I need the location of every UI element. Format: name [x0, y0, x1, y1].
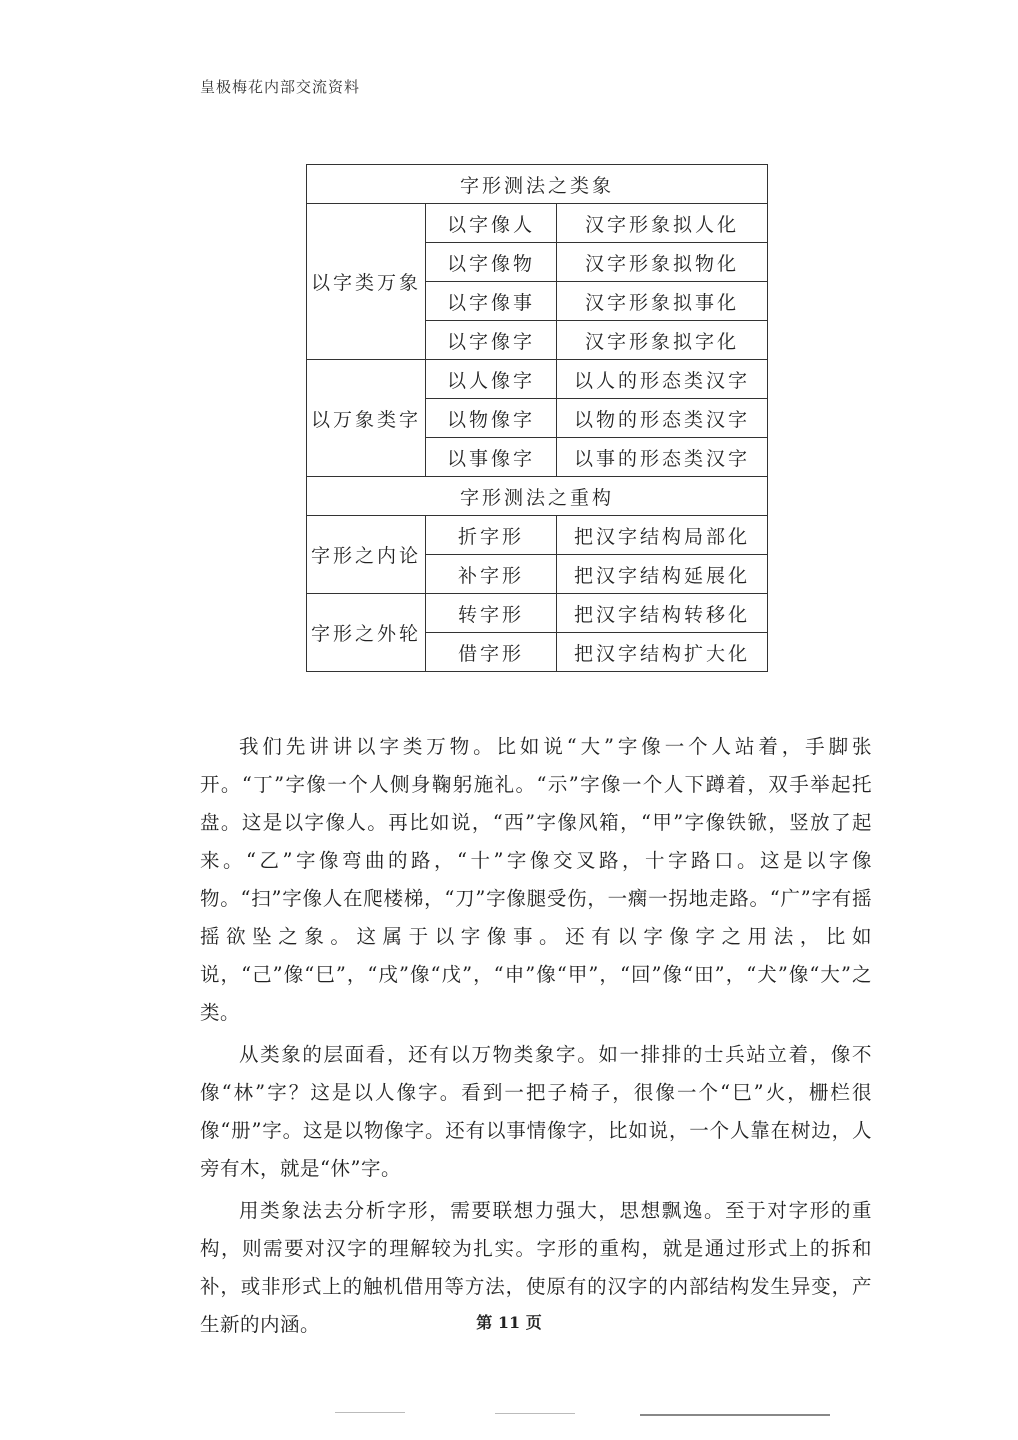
- description-cell: 汉字形象拟人化: [557, 204, 768, 243]
- description-cell: 汉字形象拟字化: [557, 321, 768, 360]
- description-cell: 以人的形态类汉字: [557, 360, 768, 399]
- scan-artifact-line: [335, 1412, 405, 1413]
- table-row: [307, 165, 768, 204]
- description-cell: 把汉字结构转移化: [557, 594, 768, 633]
- scan-artifact-line: [640, 1414, 830, 1416]
- method-cell: 转字形: [426, 594, 557, 633]
- method-table: [306, 164, 768, 672]
- description-cell: 以事的形态类汉字: [557, 438, 768, 477]
- table-row: [307, 594, 768, 633]
- method-cell: 借字形: [426, 633, 557, 672]
- category-cell: 以字类万象: [307, 204, 426, 360]
- method-cell: 以字像字: [426, 321, 557, 360]
- scan-artifact-line: [495, 1413, 575, 1414]
- category-cell: 字形之内论: [307, 516, 426, 594]
- description-cell: 汉字形象拟物化: [557, 243, 768, 282]
- paragraph: 我们先讲讲以字类万物。比如说“大”字像一个人站着，手脚张开。“丁”字像一个人侧身鞠躬施礼。“示”字像一个人下蹲着，双手举起托盘。这是以字像人。再比如说，“西”字像风箱，“甲”字像铁锨，竖放了起来。“乙”字像弯曲的路，“十”字像交叉路，十字路口。这是以字像物。“扫”字像人在爬楼梯，“刀”字像腿受伤，一瘸一拐地走路。“广”字有摇摇欲坠之象。这属于以字像事。还有以字像字之用法，比如说，“己”像“巳”，“戌”像“戊”，“申”像“甲”，“回”像“田”，“犬”像“大”之类。: [200, 735, 872, 1024]
- table-row: [307, 360, 768, 399]
- table-row: [307, 516, 768, 555]
- description-cell: 以物的形态类汉字: [557, 399, 768, 438]
- document-header: 皇极梅花内部交流资料: [200, 78, 361, 96]
- method-cell: 折字形: [426, 516, 557, 555]
- method-cell: 以物像字: [426, 399, 557, 438]
- description-cell: 把汉字结构扩大化: [557, 633, 768, 672]
- section-title: 字形测法之重构: [307, 477, 768, 516]
- table-row: [307, 204, 768, 243]
- description-cell: 汉字形象拟事化: [557, 282, 768, 321]
- method-cell: 以字像人: [426, 204, 557, 243]
- method-cell: 以字像物: [426, 243, 557, 282]
- page-number: 第 11 页: [476, 1313, 542, 1332]
- paragraph: 用类象法去分析字形，需要联想力强大，思想飘逸。至于对字形的重构，则需要对汉字的理解较为扎实。字形的重构，就是通过形式上的拆和补，或非形式上的触机借用等方法，使原有的汉字的内部结构发生异变，产生新的内涵。: [200, 1199, 872, 1336]
- section-title: 字形测法之类象: [307, 165, 768, 204]
- method-cell: 以字像事: [426, 282, 557, 321]
- paragraph: 从类象的层面看，还有以万物类象字。如一排排的士兵站立着，像不像“林”字？这是以人像字。看到一把子椅子，很像一个“巳”火，栅栏很像“册”字。这是以物像字。还有以事情像字，比如说，一个人靠在树边，人旁有木，就是“休”字。: [200, 1043, 872, 1180]
- description-cell: 把汉字结构局部化: [557, 516, 768, 555]
- category-cell: 字形之外轮: [307, 594, 426, 672]
- category-cell: 以万象类字: [307, 360, 426, 477]
- description-cell: 把汉字结构延展化: [557, 555, 768, 594]
- body-text: [200, 728, 872, 1348]
- table-row: [307, 477, 768, 516]
- method-cell: 以事像字: [426, 438, 557, 477]
- method-cell: 以人像字: [426, 360, 557, 399]
- method-cell: 补字形: [426, 555, 557, 594]
